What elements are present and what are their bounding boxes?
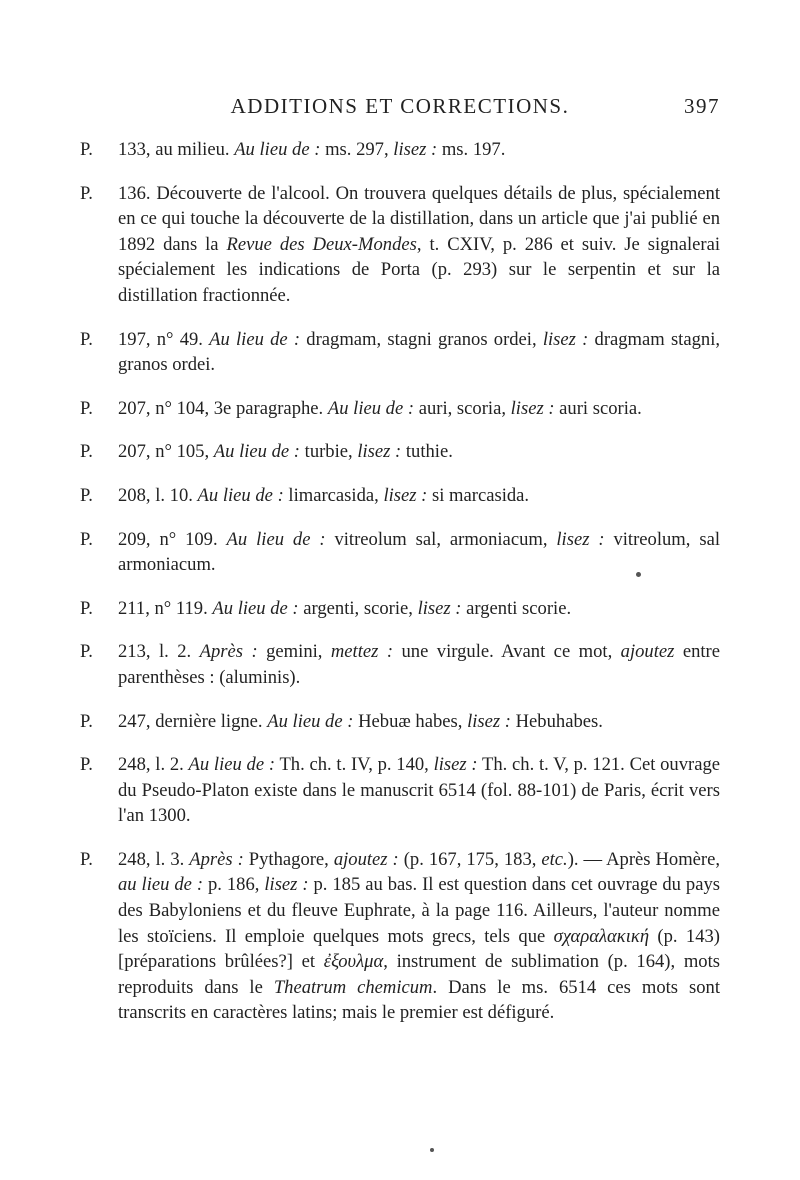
- text-segment: p. 185 au bas. Il est question dans cet ouvrage du pays des Babyloniens et du fleuve Euphrate, à la page 116. Ailleurs, l'auteur nomme les stoïciens. Il emploie quelques mots grecs, tels que: [118, 874, 721, 947]
- page-marker: P.: [80, 754, 93, 776]
- text-segment: vitreolum sal, armoniacum,: [325, 528, 557, 550]
- italic-phrase: Après :: [189, 848, 244, 870]
- correction-row: [80, 396, 720, 422]
- italic-phrase: Au lieu de :: [234, 139, 321, 160]
- correction-text: [118, 596, 720, 622]
- text-segment: argenti scorie.: [461, 597, 572, 619]
- italic-phrase: Au lieu de :: [213, 441, 300, 463]
- correction-row: [80, 709, 720, 735]
- ink-speck: [430, 1148, 434, 1152]
- italic-phrase: Au lieu de :: [197, 484, 284, 506]
- italic-phrase: Au lieu de :: [267, 710, 354, 732]
- text-segment: vitreolum, sal armoniacum.: [118, 528, 720, 576]
- text-segment: dragmam stagni, granos ordei.: [118, 328, 721, 376]
- correction-text: [118, 181, 720, 309]
- text-segment: entre parenthèses : (aluminis).: [118, 641, 720, 688]
- correction-text: [118, 527, 720, 578]
- correction-entry: [80, 527, 720, 578]
- italic-phrase: lisez :: [264, 874, 309, 896]
- correction-entry: [80, 137, 720, 163]
- text-segment: 248, l. 2.: [118, 754, 189, 776]
- text-segment: 248, l. 3.: [118, 848, 190, 870]
- text-segment: Hebuæ habes,: [353, 710, 468, 732]
- text-segment: une virgule. Avant ce mot,: [393, 641, 621, 663]
- page-marker: P.: [80, 328, 93, 350]
- italic-phrase: lisez :: [433, 754, 478, 776]
- text-segment: (p. 143) [préparations brûlées?] et: [118, 925, 720, 973]
- text-segment: 207, n° 104, 3e paragraphe.: [118, 397, 328, 419]
- text-segment: si marcasida.: [427, 484, 530, 506]
- correction-entry: [80, 396, 720, 422]
- text-segment: 136. Découverte de l'alcool. On trouvera quelques détails de plus, spécialement en ce qui touche la découverte de la distillation, dans un article que j'ai publié en 1892 dans la: [118, 182, 720, 255]
- correction-row: [80, 847, 720, 1026]
- text-segment: ms. 197.: [437, 139, 506, 160]
- italic-phrase: lisez :: [510, 397, 555, 419]
- running-head: [80, 94, 720, 120]
- text-segment: Pythagore,: [243, 848, 334, 870]
- correction-entry: [80, 181, 720, 309]
- italic-phrase: Au lieu de :: [226, 528, 326, 550]
- italic-phrase: Revue des Deux-Mondes: [226, 233, 417, 255]
- correction-text: [118, 439, 720, 465]
- correction-row: [80, 596, 720, 622]
- correction-entry: [80, 483, 720, 509]
- correction-row: [80, 639, 720, 690]
- text-segment: 133, au milieu.: [118, 139, 235, 160]
- italic-phrase: etc.: [541, 848, 568, 870]
- italic-phrase: ajoutez: [620, 641, 675, 663]
- text-segment: 197, n° 49.: [118, 328, 210, 350]
- text-segment: (p. 167, 175, 183,: [398, 848, 542, 870]
- text-segment: ms. 297,: [320, 139, 394, 160]
- text-segment: limarcasida,: [283, 484, 384, 506]
- italic-phrase: Au lieu de :: [188, 754, 276, 776]
- text-segment: Th. ch. t. V, p. 121. Cet ouvrage du Pseudo-Platon existe dans le manuscrit 6514 (fol. 88-101) de Paris, écrit vers l'an 1300.: [118, 754, 721, 827]
- text-segment: . Dans le ms. 6514 ces mots sont transcrits en caractères latins; mais le premier est défiguré.: [118, 976, 720, 1024]
- ink-speck: [636, 572, 641, 577]
- text-segment: tuthie.: [401, 441, 453, 463]
- italic-phrase: Au lieu de :: [212, 597, 299, 619]
- text-segment: 209, n° 109.: [118, 528, 227, 550]
- correction-row: [80, 483, 720, 509]
- italic-phrase: ἐξουλμα: [323, 951, 384, 973]
- correction-row: [80, 527, 720, 578]
- page-marker: P.: [80, 597, 93, 619]
- correction-entry: [80, 752, 720, 829]
- italic-phrase: Au lieu de :: [327, 397, 415, 419]
- italic-phrase: lisez :: [383, 484, 428, 506]
- correction-row: [80, 181, 720, 309]
- italic-phrase: lisez :: [417, 597, 462, 619]
- text-segment: , t. CXIV, p. 286 et suiv. Je signalerai spécialement les indications de Porta (p. 293) sur le serpentin et sur la distillation fractionnée.: [118, 233, 720, 306]
- correction-text: [118, 137, 720, 163]
- text-segment: auri, scoria,: [414, 397, 511, 419]
- text-segment: , instrument de sublimation (p. 164), mots reproduits dans le: [118, 951, 721, 998]
- correction-entry: [80, 596, 720, 622]
- corrections-list: [80, 137, 720, 1044]
- text-segment: auri scoria.: [554, 397, 642, 419]
- correction-text: [118, 327, 720, 378]
- running-title: ADDITIONS ET CORRECTIONS.: [230, 94, 570, 118]
- page-marker: P.: [80, 528, 93, 550]
- italic-phrase: Après :: [199, 641, 258, 663]
- text-segment: ). — Après Homère,: [567, 848, 721, 870]
- text-segment: dragmam, stagni granos ordei,: [300, 328, 543, 350]
- italic-phrase: lisez :: [556, 528, 605, 550]
- correction-entry: [80, 639, 720, 690]
- correction-entry: [80, 847, 720, 1026]
- correction-entry: [80, 709, 720, 735]
- correction-row: [80, 752, 720, 829]
- correction-row: [80, 439, 720, 465]
- text-segment: 211, n° 119.: [118, 597, 213, 619]
- correction-entry: [80, 327, 720, 378]
- correction-text: [118, 639, 720, 690]
- text-segment: 208, l. 10.: [118, 484, 198, 506]
- correction-text: [118, 396, 720, 422]
- text-segment: turbie,: [300, 441, 358, 463]
- italic-phrase: au lieu de :: [118, 874, 204, 896]
- text-segment: gemini,: [257, 641, 331, 663]
- correction-text: [118, 483, 720, 509]
- text-segment: argenti, scorie,: [298, 597, 418, 619]
- page-marker: P.: [80, 710, 93, 732]
- correction-text: [118, 752, 720, 829]
- correction-row: [80, 137, 720, 163]
- text-segment: p. 186,: [203, 874, 265, 896]
- italic-phrase: lisez :: [393, 139, 438, 160]
- text-segment: Hebuhabes.: [510, 710, 603, 732]
- page-marker: P.: [80, 397, 93, 419]
- page-marker: P.: [80, 182, 93, 204]
- correction-entry: [80, 439, 720, 465]
- page-marker: P.: [80, 139, 93, 160]
- correction-row: [80, 327, 720, 378]
- text-segment: Th. ch. t. IV, p. 140,: [275, 754, 434, 776]
- page-marker: P.: [80, 484, 93, 506]
- italic-phrase: lisez :: [467, 710, 511, 732]
- italic-phrase: mettez :: [330, 641, 394, 663]
- text-segment: 207, n° 105,: [118, 441, 214, 463]
- italic-phrase: Theatrum chemicum: [273, 976, 433, 998]
- correction-text: [118, 709, 720, 735]
- text-segment: 213, l. 2.: [118, 641, 200, 663]
- text-segment: 247, dernière ligne.: [118, 710, 268, 732]
- page-number: 397: [684, 94, 720, 118]
- correction-text: [118, 847, 720, 1026]
- italic-phrase: Au lieu de :: [209, 328, 301, 350]
- italic-phrase: lisez :: [357, 441, 402, 463]
- italic-phrase: lisez :: [542, 328, 589, 350]
- italic-phrase: ajoutez :: [333, 848, 399, 870]
- page-marker: P.: [80, 848, 93, 870]
- italic-phrase: σχαραλακική: [553, 925, 650, 947]
- page-marker: P.: [80, 441, 93, 463]
- page-marker: P.: [80, 641, 93, 663]
